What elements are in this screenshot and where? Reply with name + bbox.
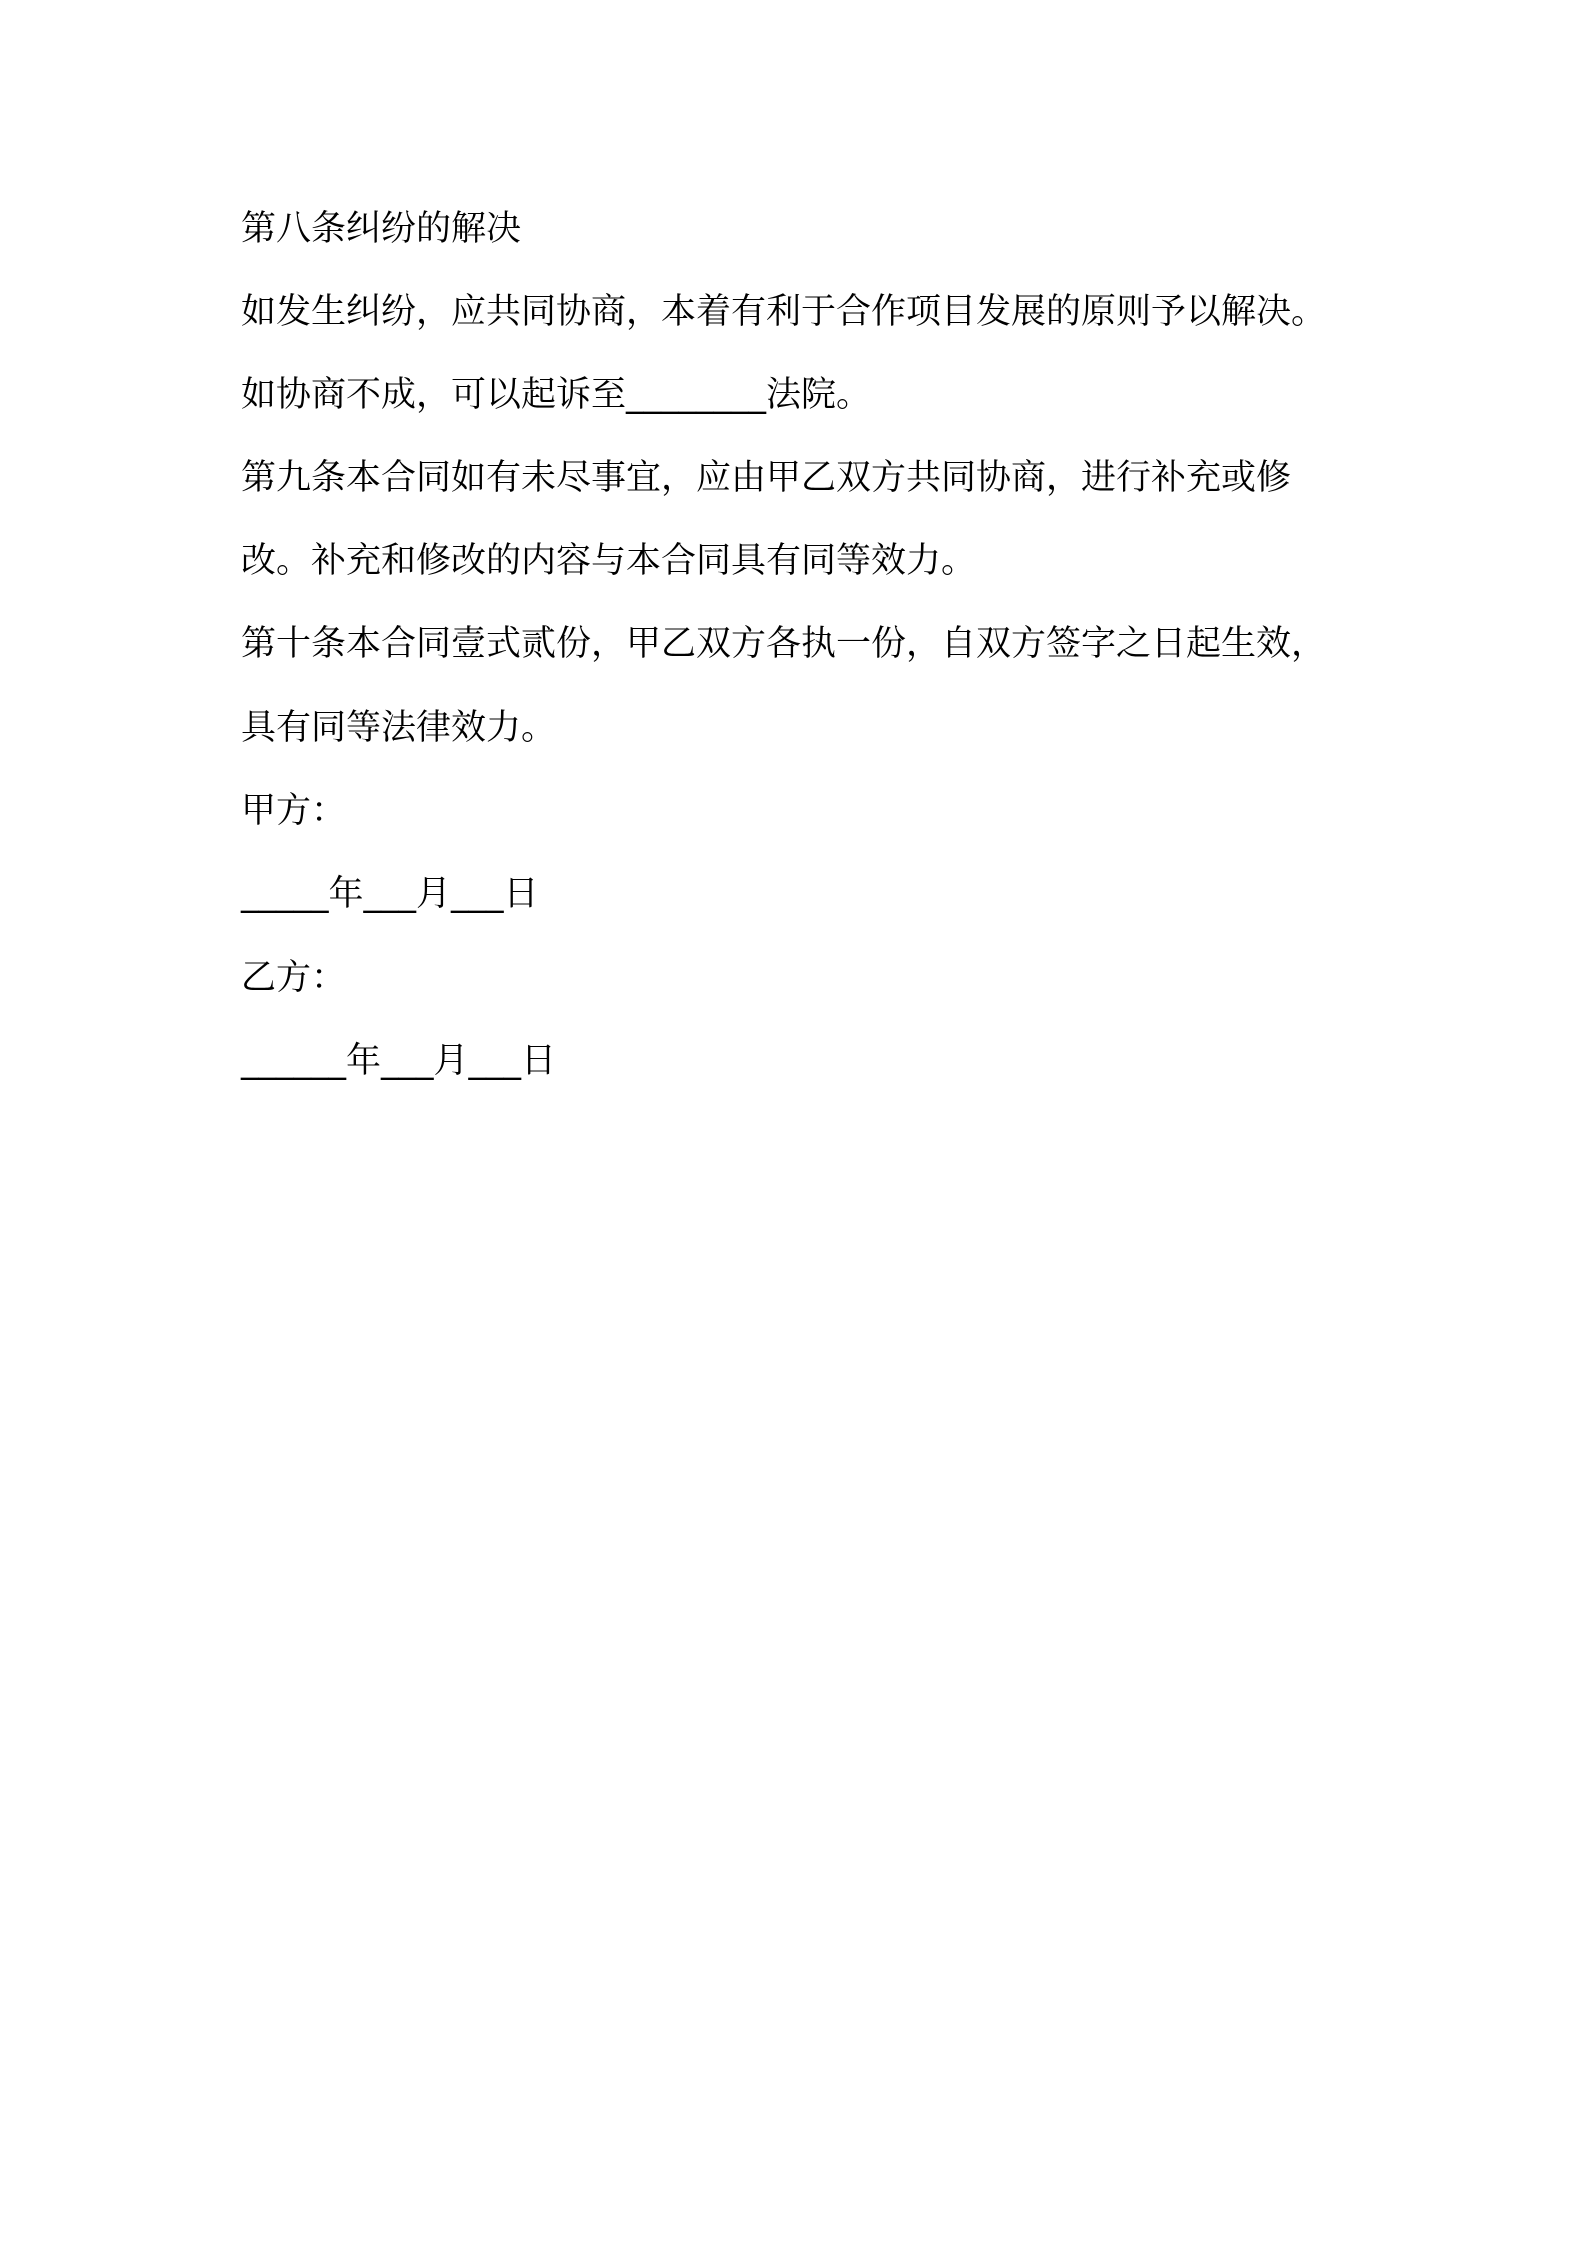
- party-b-date: ______年___月___日: [241, 1041, 557, 1081]
- article-9-text-line-1: 第九条本合同如有未尽事宜，应由甲乙双方共同协商，进行补充或修: [241, 458, 1292, 498]
- article-8-text-line-2: 如协商不成，可以起诉至________法院。: [241, 375, 872, 415]
- article-10-text-line-1: 第十条本合同壹式贰份，甲乙双方各执一份，自双方签字之日起生效，: [241, 624, 1327, 664]
- article-8-heading: 第八条纠纷的解决: [241, 209, 522, 249]
- article-10-text-line-2: 具有同等法律效力。: [241, 708, 557, 748]
- party-a-label: 甲方：: [241, 791, 347, 831]
- party-b-label: 乙方：: [241, 958, 347, 998]
- article-9-text-line-2: 改。补充和修改的内容与本合同具有同等效力。: [241, 541, 977, 581]
- party-a-date: _____年___月___日: [241, 874, 539, 914]
- article-8-text-line-1: 如发生纠纷，应共同协商，本着有利于合作项目发展的原则予以解决。: [241, 292, 1327, 332]
